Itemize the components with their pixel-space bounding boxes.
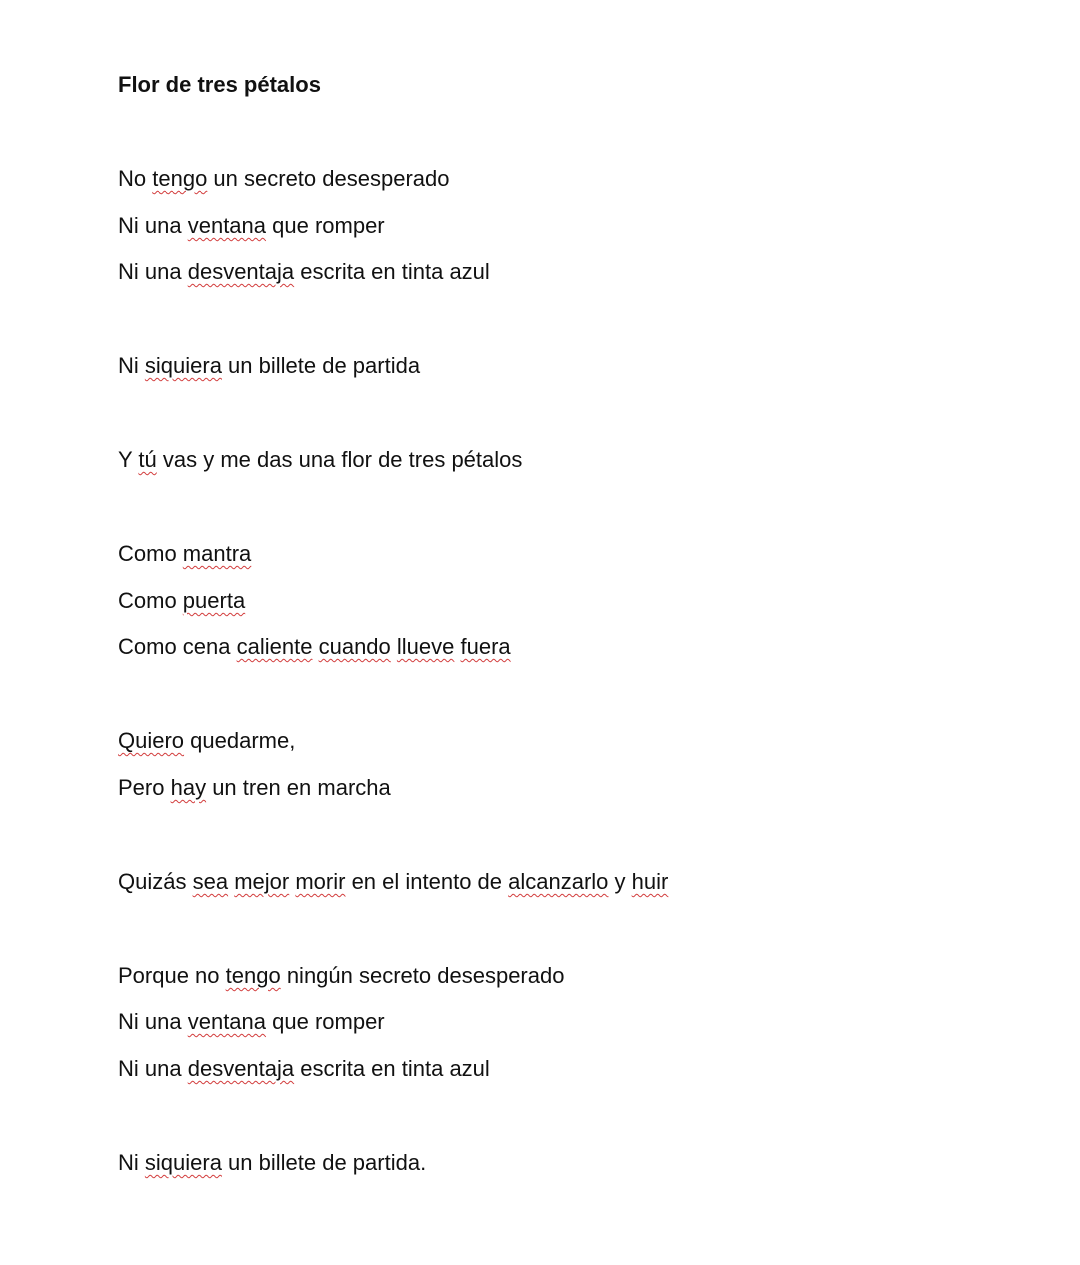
poem-line-3: Ni una desventaja escrita en tinta azul bbox=[118, 259, 490, 284]
misspelled-word[interactable]: mejor bbox=[234, 869, 290, 894]
misspelled-word[interactable]: tengo bbox=[152, 166, 208, 191]
poem-line-10: Pero hay un tren en marcha bbox=[118, 775, 391, 800]
misspelled-word[interactable]: tengo bbox=[225, 963, 281, 988]
poem-line-11: Quizás sea mejor morir en el intento de alcanzarlo y huir bbox=[118, 869, 669, 894]
misspelled-word[interactable]: hay bbox=[170, 775, 207, 800]
poem-line-13: Ni una ventana que romper bbox=[118, 1009, 385, 1034]
poem-line-5: Y tú vas y me das una flor de tres pétalos bbox=[118, 447, 523, 472]
misspelled-word[interactable]: ventana bbox=[187, 1009, 267, 1034]
misspelled-word[interactable]: desventaja bbox=[187, 1056, 295, 1081]
poem-line-9: Quiero quedarme, bbox=[118, 728, 296, 753]
misspelled-word[interactable]: caliente bbox=[236, 634, 313, 659]
misspelled-word[interactable]: morir bbox=[295, 869, 346, 894]
misspelled-word[interactable]: desventaja bbox=[187, 259, 295, 284]
poem-line-1: No tengo un secreto desesperado bbox=[118, 166, 450, 191]
misspelled-word[interactable]: alcanzarlo bbox=[508, 869, 609, 894]
poem-line-12: Porque no tengo ningún secreto desesperado bbox=[118, 963, 565, 988]
misspelled-word[interactable]: puerta bbox=[182, 588, 246, 613]
misspelled-word[interactable]: cuando bbox=[318, 634, 391, 659]
misspelled-word[interactable]: ventana bbox=[187, 213, 267, 238]
poem-title: Flor de tres pétalos bbox=[118, 72, 321, 97]
misspelled-word[interactable]: sea bbox=[192, 869, 229, 894]
poem-line-2: Ni una ventana que romper bbox=[118, 213, 385, 238]
misspelled-word[interactable]: llueve bbox=[396, 634, 455, 659]
poem-line-14: Ni una desventaja escrita en tinta azul bbox=[118, 1056, 490, 1081]
misspelled-word[interactable]: tú bbox=[138, 447, 157, 472]
misspelled-word[interactable]: siquiera bbox=[144, 1150, 222, 1175]
misspelled-word[interactable]: fuera bbox=[460, 634, 511, 659]
poem-line-4: Ni siquiera un billete de partida bbox=[118, 353, 421, 378]
misspelled-word[interactable]: mantra bbox=[182, 541, 252, 566]
poem-line-15: Ni siquiera un billete de partida. bbox=[118, 1150, 427, 1175]
misspelled-word[interactable]: Quiero bbox=[118, 728, 185, 753]
misspelled-word[interactable]: huir bbox=[631, 869, 669, 894]
poem-line-6: Como mantra bbox=[118, 541, 252, 566]
poem-line-8: Como cena caliente cuando llueve fuera bbox=[118, 634, 511, 659]
misspelled-word[interactable]: siquiera bbox=[144, 353, 222, 378]
poem-line-7: Como puerta bbox=[118, 588, 246, 613]
